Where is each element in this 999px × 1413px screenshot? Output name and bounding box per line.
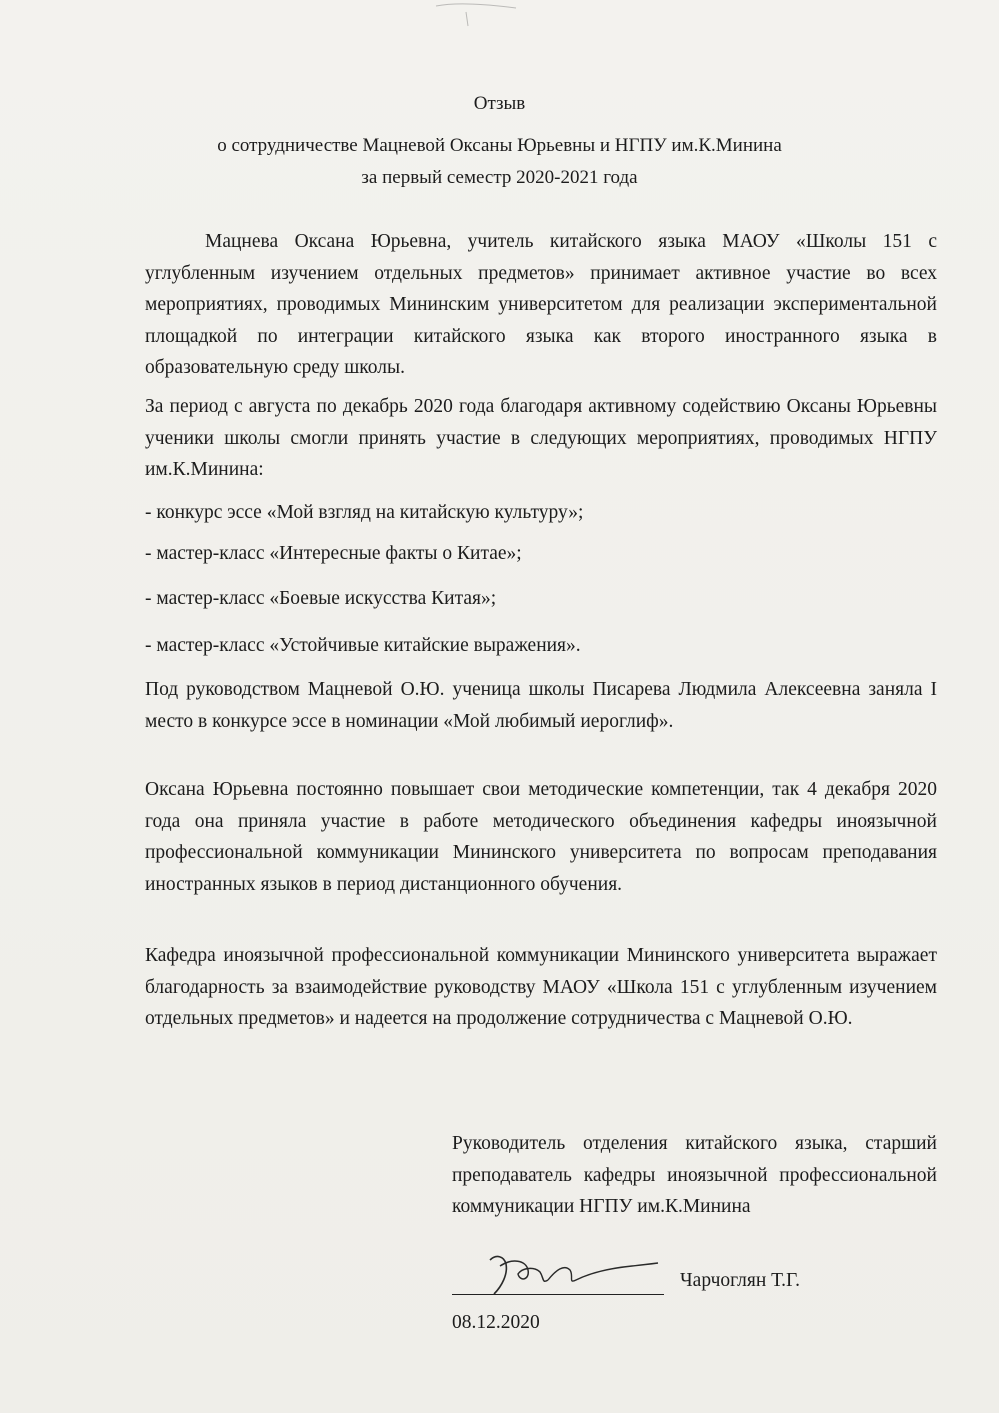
event-item-3-block bbox=[145, 583, 937, 615]
signature-row bbox=[452, 1270, 937, 1310]
paragraph-competence-block bbox=[145, 774, 937, 900]
paragraph-thanks-block bbox=[145, 940, 937, 1035]
handwritten-signature bbox=[482, 1250, 662, 1300]
event-item: - мастер-класс «Интересные факты о Китае»; bbox=[145, 543, 522, 564]
faint-stamp-mark bbox=[396, 0, 596, 60]
paragraph-period: За период с августа по декабрь 2020 года благодаря активному содействию Оксаны Юрьевны ученики школы смогли принять участие в следующих мероприятиях, проводимых НГПУ им.К.Минина: bbox=[145, 396, 937, 480]
event-item-2-block bbox=[145, 538, 937, 570]
paragraph-thanks: Кафедра иноязычной профессиональной коммуникации Мининского университета выражает благодарность за взаимодействие руководству МАОУ «Школа 151 с углубленным изучением отдельных предметов» и надеется на продолжение сотрудничества с Мацневой О.Ю. bbox=[145, 945, 937, 1029]
event-item: - конкурс эссе «Мой взгляд на китайскую культуру»; bbox=[145, 502, 584, 523]
paragraph-award: Под руководством Мацневой О.Ю. ученица школы Писарева Людмила Алексеевна заняла I место в конкурсе эссе в номинации «Мой любимый иероглиф». bbox=[145, 679, 937, 732]
event-item: - мастер-класс «Устойчивые китайские выражения». bbox=[145, 635, 581, 656]
paragraph-competence: Оксана Юрьевна постоянно повышает свои методические компетенции, так 4 декабря 2020 года она приняла участие в работе методического объединения кафедры иноязычной профессиональной коммуникации Мининского университета по вопросам преподавания иностранных языков в период дистанционного обучения. bbox=[145, 779, 937, 895]
title-line-period: за первый семестр 2020-2021 года bbox=[361, 167, 638, 188]
paragraph-period-block bbox=[145, 391, 937, 486]
event-item-1-block bbox=[145, 497, 937, 529]
event-item-4-block bbox=[145, 630, 937, 662]
title-line-subject: о сотрудничестве Мацневой Оксаны Юрьевны и НГПУ им.К.Минина bbox=[217, 135, 782, 156]
paragraph-award-block bbox=[145, 674, 937, 737]
paragraph-intro-block bbox=[145, 226, 937, 384]
event-item: - мастер-класс «Боевые искусства Китая»; bbox=[145, 588, 497, 609]
title-line-review: Отзыв bbox=[473, 93, 526, 114]
signatory-position: Руководитель отделения китайского языка, старший преподаватель кафедры иноязычной профессиональной коммуникации НГПУ им.К.Минина bbox=[452, 1133, 937, 1217]
signatory-name: Чарчоглян Т.Г. bbox=[680, 1270, 800, 1291]
paragraph-intro: Мацнева Оксана Юрьевна, учитель китайского языка МАОУ «Школы 151 с углубленным изучением отдельных предметов» принимает активное участие во всех мероприятиях, проводимых Мининским университетом для реализации экспериментальной площадкой по интеграции китайского языка как второго иностранного языка в образовательную среду школы. bbox=[145, 231, 937, 378]
document-date: 08.12.2020 bbox=[452, 1312, 540, 1333]
